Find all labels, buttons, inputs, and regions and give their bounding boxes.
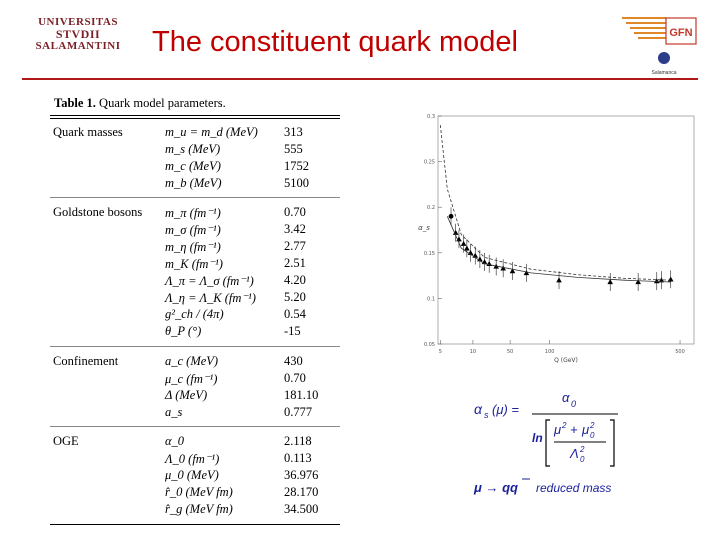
y-tick-label: 0.1 bbox=[427, 296, 435, 303]
table-top-rule bbox=[50, 115, 340, 116]
gfn-logo-text: GFN bbox=[669, 27, 693, 39]
formula-sub-s: s bbox=[484, 410, 489, 420]
y-tick-label: 0.3 bbox=[427, 114, 435, 120]
table-cell-value: 2.118 bbox=[284, 434, 312, 448]
table-cell-param: m_c (MeV) bbox=[165, 159, 221, 173]
formula-lambda: Λ bbox=[570, 446, 579, 461]
table-cell-param: a_c (MeV) bbox=[165, 354, 219, 368]
formula-exponent: 2 bbox=[580, 445, 585, 454]
formula-left-bracket bbox=[546, 420, 550, 466]
table-cell-value: 0.777 bbox=[284, 405, 313, 419]
formula-ln: ln bbox=[532, 431, 543, 445]
alpha-s-chart bbox=[416, 108, 706, 364]
gfn-globe-icon bbox=[658, 52, 670, 64]
table-cell-param: m_η (fm⁻¹) bbox=[165, 240, 221, 254]
group-divider bbox=[50, 197, 340, 198]
group-divider bbox=[50, 426, 340, 427]
data-point-circle bbox=[449, 214, 454, 219]
x-tick-label: 500 bbox=[675, 349, 685, 355]
data-point-triangle bbox=[668, 276, 674, 281]
logo-line-2: STVDII bbox=[55, 27, 101, 41]
table-cell-param: m_σ (fm⁻¹) bbox=[165, 223, 221, 237]
alpha-s-formula bbox=[470, 392, 690, 502]
table-cell-value: 2.77 bbox=[284, 239, 306, 253]
data-point-triangle bbox=[464, 245, 470, 250]
table-cell-param: m_u = m_d (MeV) bbox=[165, 125, 258, 139]
formula-numerator-sub: 0 bbox=[571, 399, 577, 409]
table-cell-param: r̂_g (MeV fm) bbox=[165, 502, 233, 516]
table-cell-value: 2.51 bbox=[284, 256, 306, 270]
gfn-logo-lines bbox=[622, 18, 666, 38]
chart-layer bbox=[418, 114, 694, 364]
y-tick-label: 0.15 bbox=[423, 250, 435, 257]
table-cell-value: 0.54 bbox=[284, 307, 306, 321]
table-cell-param: g²_ch / (4π) bbox=[165, 307, 224, 321]
logo-line-1: UNIVERSITAS bbox=[38, 16, 118, 28]
data-point-triangle bbox=[556, 277, 562, 282]
x-tick-label: 100 bbox=[544, 349, 555, 355]
table-cell-param: Λ_η = Λ_K (fm⁻¹) bbox=[165, 291, 256, 305]
x-tick-label: 5 bbox=[438, 349, 442, 355]
table-cell-value: 430 bbox=[284, 354, 303, 368]
formula-exponent: 2 bbox=[562, 421, 567, 430]
group-label-confinement: Confinement bbox=[53, 354, 119, 368]
table-cell-param: μ_c (fm⁻¹) bbox=[165, 372, 218, 386]
x-tick-label: 50 bbox=[506, 349, 514, 355]
table-cell-param: Δ (MeV) bbox=[165, 388, 208, 402]
data-point-triangle bbox=[607, 279, 613, 284]
table-cell-param: θ_P (°) bbox=[165, 324, 202, 338]
table-cell-value: 555 bbox=[284, 142, 303, 156]
formula-alpha: α bbox=[474, 401, 482, 417]
table-cell-param: m_K (fm⁻¹) bbox=[165, 257, 223, 271]
chart-frame bbox=[438, 116, 694, 344]
table-cell-param: μ_0 (MeV) bbox=[165, 468, 219, 482]
data-point-triangle bbox=[635, 279, 641, 284]
formula-numerator-alpha: α bbox=[562, 392, 570, 405]
gfn-logo bbox=[620, 10, 700, 80]
table-cell-value: -15 bbox=[284, 324, 301, 338]
y-tick-label: 0.25 bbox=[423, 159, 435, 166]
group-label-goldstone-bosons: Goldstone bosons bbox=[53, 205, 143, 219]
formula-mu0: μ bbox=[582, 422, 590, 437]
table-cell-value: 313 bbox=[284, 125, 303, 139]
table-cell-value: 0.113 bbox=[284, 451, 312, 465]
group-label-oge: OGE bbox=[53, 434, 79, 448]
data-point-triangle bbox=[654, 278, 660, 283]
formula-mu-to-qq: μ → qq bbox=[474, 480, 518, 495]
logo-line-3: SALAMANTINI bbox=[35, 40, 121, 52]
x-axis-label: Q (GeV) bbox=[554, 357, 578, 364]
formula-mu-arg: (μ) = bbox=[492, 402, 519, 417]
formula-plus: + bbox=[570, 422, 578, 437]
table-cell-value: 5100 bbox=[284, 176, 309, 190]
gfn-logo-subtext: Salamanca bbox=[651, 70, 677, 76]
formula-mu-squared: μ bbox=[554, 422, 562, 437]
y-axis-label: α_s bbox=[418, 224, 430, 232]
table-cell-param: m_b (MeV) bbox=[165, 176, 222, 190]
table-cell-param: m_s (MeV) bbox=[165, 142, 221, 156]
table-caption-prefix: Table 1. bbox=[54, 96, 96, 110]
table-cell-value: 1752 bbox=[284, 159, 309, 173]
table-bottom-rule bbox=[50, 524, 340, 525]
table-cell-value: 4.20 bbox=[284, 273, 306, 287]
table-cell-param: Λ_π = Λ_σ (fm⁻¹) bbox=[165, 274, 254, 288]
quark-parameter-table bbox=[48, 94, 348, 540]
table-cell-param: Λ_0 (fm⁻¹) bbox=[165, 452, 220, 466]
formula-exponent: 2 bbox=[590, 421, 595, 430]
table-caption bbox=[54, 96, 226, 111]
formula-subscript: 0 bbox=[580, 455, 585, 464]
table-cell-value: 28.170 bbox=[284, 485, 319, 499]
y-tick-label: 0.05 bbox=[423, 342, 435, 348]
formula-subscript: 0 bbox=[590, 431, 595, 440]
table-top-rule-2 bbox=[50, 118, 340, 119]
header-divider bbox=[22, 78, 698, 80]
page-title: The constituent quark model bbox=[152, 26, 518, 58]
table-cell-param: r̂_0 (MeV fm) bbox=[165, 485, 233, 499]
table-cell-value: 181.10 bbox=[284, 388, 319, 402]
y-tick-label: 0.2 bbox=[427, 205, 435, 212]
table-cell-param: α_0 bbox=[165, 434, 185, 448]
x-tick-label: 10 bbox=[469, 349, 477, 355]
table-cell-value: 0.70 bbox=[284, 371, 306, 385]
data-point-triangle bbox=[472, 253, 478, 258]
table-cell-value: 3.42 bbox=[284, 222, 306, 236]
table-cell-param: m_π (fm⁻¹) bbox=[165, 206, 221, 220]
university-logo bbox=[28, 16, 128, 52]
formula-reduced-mass: reduced mass bbox=[536, 481, 612, 495]
table-cell-param: a_s bbox=[165, 405, 183, 419]
group-label-quark-masses: Quark masses bbox=[53, 125, 123, 139]
formula-right-bracket bbox=[610, 420, 614, 466]
table-cell-value: 5.20 bbox=[284, 290, 306, 304]
group-divider bbox=[50, 346, 340, 347]
table-cell-value: 34.500 bbox=[284, 502, 319, 516]
table-cell-value: 36.976 bbox=[284, 468, 319, 482]
table-cell-value: 0.70 bbox=[284, 205, 306, 219]
data-point-triangle bbox=[461, 241, 467, 246]
table-caption-text: Quark model parameters. bbox=[99, 96, 226, 110]
